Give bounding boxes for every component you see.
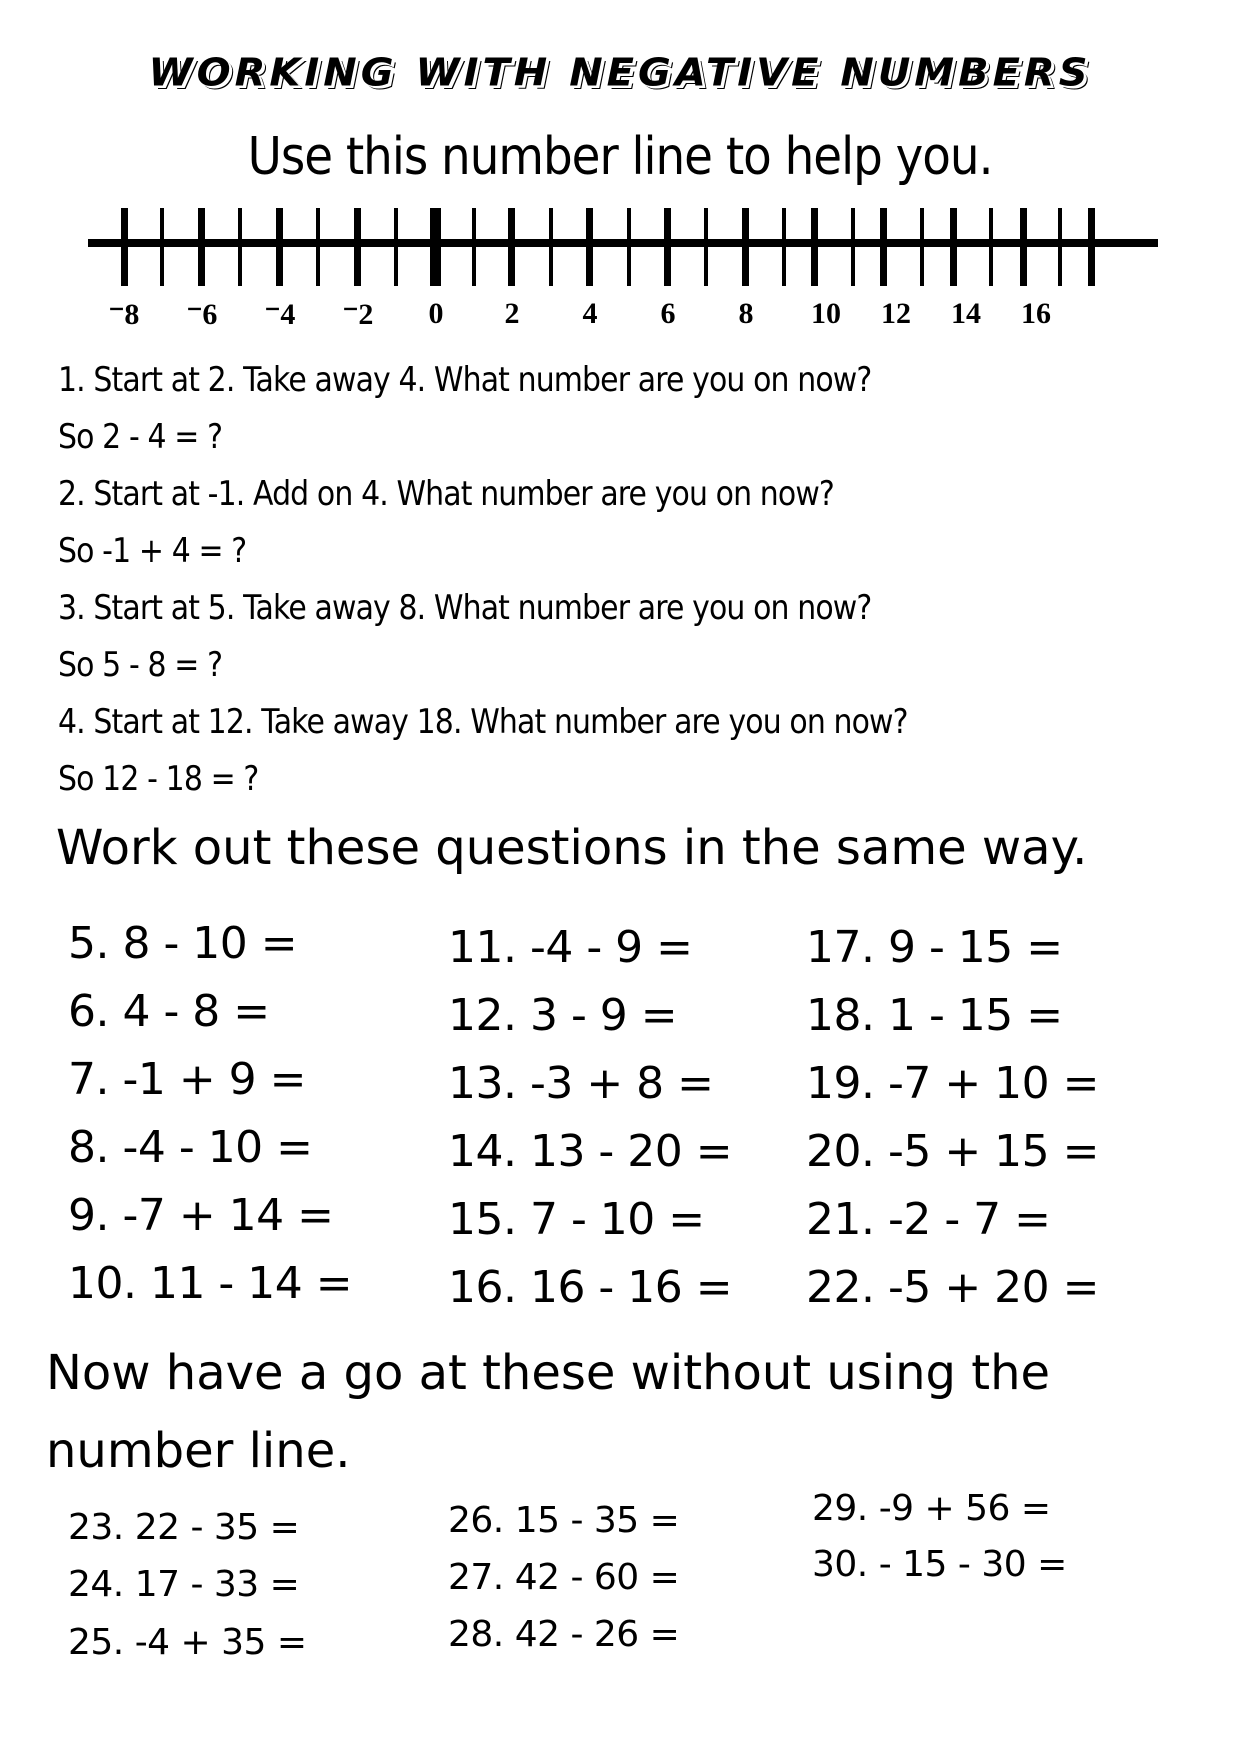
section2-heading: Work out these questions in the same way. — [56, 820, 1088, 876]
number-line-label: 8 — [738, 297, 754, 330]
problem-24: 24. 17 - 33 = — [68, 1564, 300, 1605]
problem-6: 6. 4 - 8 = — [68, 986, 270, 1037]
number-line-label: 4 — [582, 297, 598, 330]
problem-8: 8. -4 - 10 = — [68, 1122, 313, 1173]
problem-12: 12. 3 - 9 = — [448, 990, 678, 1041]
problem-7: 7. -1 + 9 = — [68, 1054, 307, 1105]
number-line-label: 2 — [504, 297, 520, 330]
problem-21: 21. -2 - 7 = — [806, 1194, 1051, 1245]
guided-equation-2: So -1 + 4 = ? — [58, 531, 247, 571]
problem-23: 23. 22 - 35 = — [68, 1507, 300, 1548]
guided-equation-1: So 2 - 4 = ? — [58, 417, 223, 457]
guided-question-3: 3. Start at 5. Take away 8. What number are you on now? — [58, 588, 872, 628]
problem-26: 26. 15 - 35 = — [448, 1500, 680, 1541]
guided-equation-4: So 12 - 18 = ? — [58, 759, 259, 799]
problem-9: 9. -7 + 14 = — [68, 1190, 334, 1241]
number-line-graphic — [88, 205, 1158, 295]
problem-22: 22. -5 + 20 = — [806, 1262, 1100, 1313]
number-line-label: ⁻6 — [186, 298, 218, 331]
problem-5: 5. 8 - 10 = — [68, 918, 298, 969]
guided-question-1: 1. Start at 2. Take away 4. What number are you on now? — [58, 360, 872, 400]
problem-27: 27. 42 - 60 = — [448, 1557, 680, 1598]
problem-14: 14. 13 - 20 = — [448, 1126, 733, 1177]
number-line-label: 0 — [428, 297, 444, 330]
problem-30: 30. - 15 - 30 = — [812, 1544, 1067, 1585]
number-line-label: ⁻8 — [108, 298, 140, 331]
number-line-label: 16 — [1021, 297, 1051, 330]
problem-25: 25. -4 + 35 = — [68, 1622, 307, 1663]
problem-16: 16. 16 - 16 = — [448, 1262, 733, 1313]
number-line — [88, 205, 1158, 335]
guided-equation-3: So 5 - 8 = ? — [58, 645, 223, 685]
number-line-label: 14 — [951, 297, 981, 330]
section3-heading-line2: number line. — [46, 1423, 351, 1479]
problem-19: 19. -7 + 10 = — [806, 1058, 1100, 1109]
problem-13: 13. -3 + 8 = — [448, 1058, 714, 1109]
number-line-label: ⁻2 — [342, 298, 374, 331]
problem-11: 11. -4 - 9 = — [448, 922, 693, 973]
number-line-label: 6 — [660, 297, 676, 330]
problem-28: 28. 42 - 26 = — [448, 1614, 680, 1655]
number-line-label: 10 — [811, 297, 841, 330]
problem-20: 20. -5 + 15 = — [806, 1126, 1100, 1177]
problem-10: 10. 11 - 14 = — [68, 1258, 353, 1309]
problem-15: 15. 7 - 10 = — [448, 1194, 705, 1245]
problem-17: 17. 9 - 15 = — [806, 922, 1063, 973]
worksheet-title: WORKING WITH NEGATIVE NUMBERS — [148, 51, 1092, 95]
instruction-number-line: Use this number line to help you. — [247, 127, 993, 187]
number-line-label: ⁻4 — [264, 298, 296, 331]
problem-18: 18. 1 - 15 = — [806, 990, 1063, 1041]
number-line-label: 12 — [881, 297, 911, 330]
problem-29: 29. -9 + 56 = — [812, 1488, 1051, 1529]
guided-question-2: 2. Start at -1. Add on 4. What number are you on now? — [58, 474, 834, 514]
guided-question-4: 4. Start at 12. Take away 18. What number are you on now? — [58, 702, 908, 742]
section3-heading-line1: Now have a go at these without using the — [46, 1345, 1051, 1401]
